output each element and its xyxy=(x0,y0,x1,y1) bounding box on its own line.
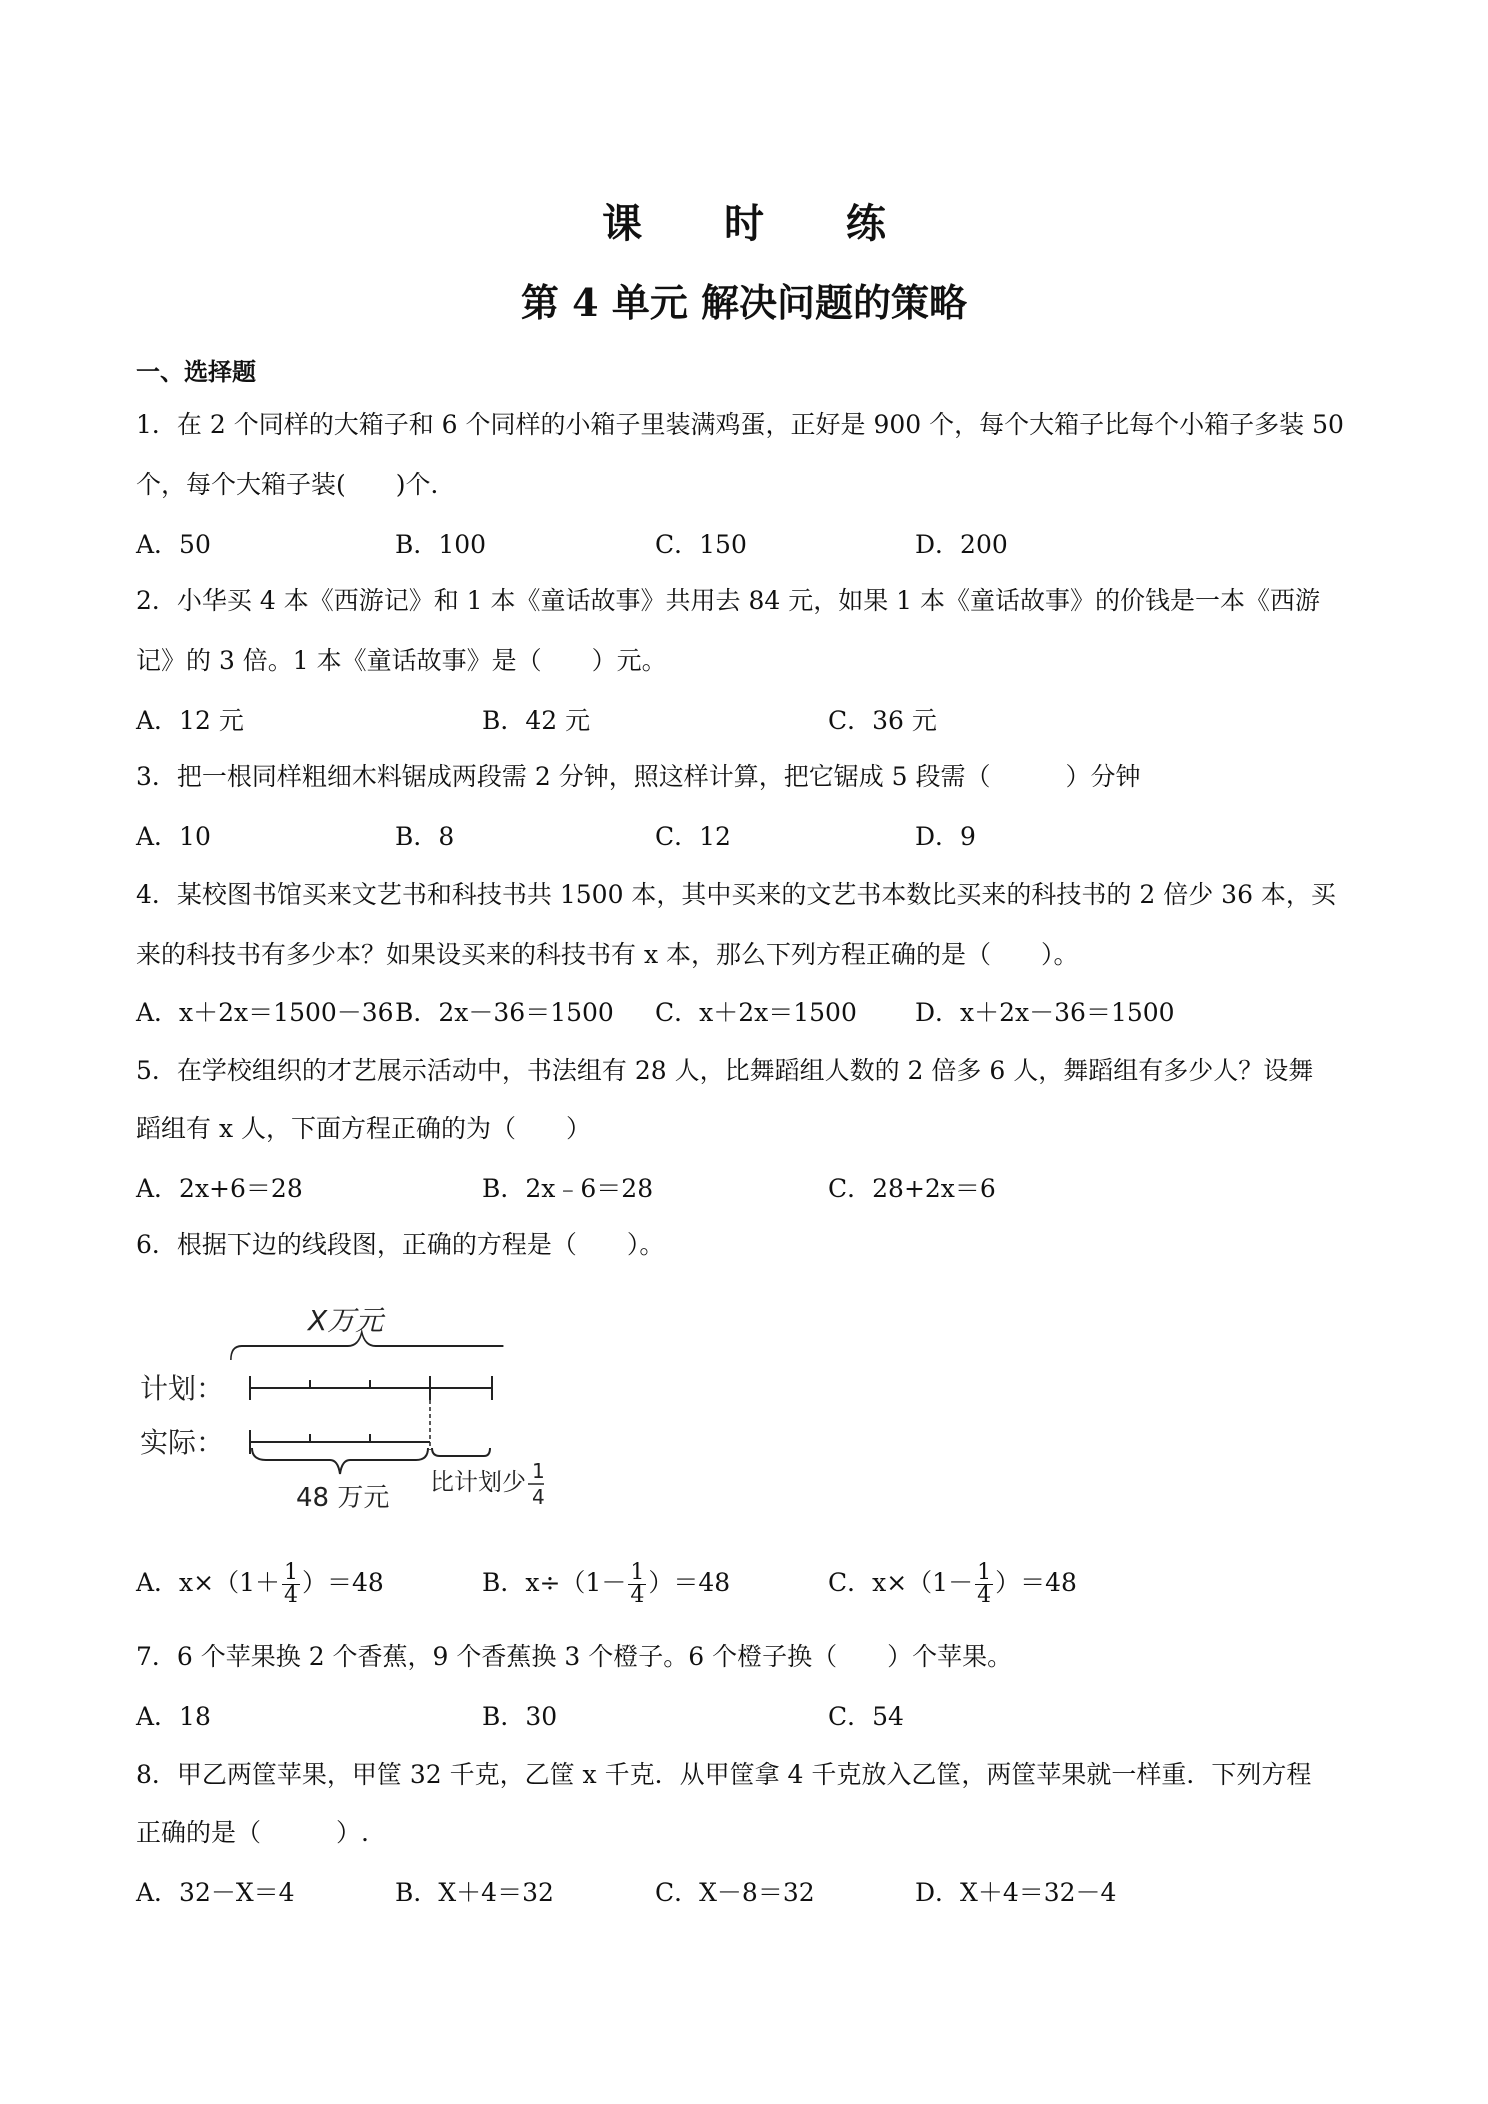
question-1-option-c[interactable]: C．150 xyxy=(655,530,747,559)
diagram-less-num: 1 xyxy=(532,1459,545,1483)
question-4-line-2: 来的科技书有多少本？如果设买来的科技书有 x 本，那么下列方程正确的是（ ）。 xyxy=(136,940,1079,969)
option-c-fraction xyxy=(975,1562,993,1607)
question-1-line-1: 1．在 2 个同样的大箱子和 6 个同样的小箱子里装满鸡蛋，正好是 900 个，每个大箱子比每个小箱子多装 50 xyxy=(136,410,1344,439)
section-heading: 一、选择题 xyxy=(136,357,256,386)
option-b-prefix: B．x÷（1－ xyxy=(482,1568,627,1597)
diagram-bottom-label: 48 万元 xyxy=(296,1483,390,1513)
fraction-numerator: 1 xyxy=(284,1560,299,1585)
diagram-top-label: X万元 xyxy=(308,1304,384,1337)
question-2-option-a[interactable]: A．12 元 xyxy=(136,706,244,735)
question-3-line-1: 3．把一根同样粗细木料锯成两段需 2 分钟，照这样计算，把它锯成 5 段需（ ）分钟 xyxy=(136,762,1141,791)
diagram-less-label: 比计划少 xyxy=(430,1468,526,1496)
question-4-option-a[interactable]: A．x＋2x＝1500－36 xyxy=(136,998,394,1027)
question-1-line-2: 个，每个大箱子装( )个． xyxy=(136,470,456,499)
option-a-suffix: ）＝48 xyxy=(302,1568,384,1597)
question-7-option-a[interactable]: A．18 xyxy=(136,1702,211,1731)
question-7-line-1: 7．6 个苹果换 2 个香蕉，9 个香蕉换 3 个橙子。6 个橙子换（ ）个苹果。 xyxy=(136,1642,1013,1671)
question-4-option-b[interactable]: B．2x－36＝1500 xyxy=(395,998,614,1027)
question-7-option-c[interactable]: C．54 xyxy=(828,1702,904,1731)
question-1-option-b[interactable]: B．100 xyxy=(395,530,487,559)
question-8-option-d[interactable]: D．X＋4＝32－4 xyxy=(915,1878,1117,1907)
fraction-numerator: 1 xyxy=(630,1560,645,1585)
question-6-line-1: 6．根据下边的线段图，正确的方程是（ ）。 xyxy=(136,1230,665,1259)
fraction-numerator: 1 xyxy=(977,1560,992,1585)
question-2-line-1: 2．小华买 4 本《西游记》和 1 本《童话故事》共用去 84 元，如果 1 本《童话故事》的价钱是一本《西游 xyxy=(136,586,1321,615)
diagram-row1-label: 计划： xyxy=(140,1372,225,1405)
diagram-less-den: 4 xyxy=(532,1485,545,1509)
fraction-denominator: 4 xyxy=(977,1583,992,1608)
question-4-option-d[interactable]: D．x＋2x－36＝1500 xyxy=(915,998,1175,1027)
question-8-line-2: 正确的是（ ）. xyxy=(136,1818,369,1847)
unit-subtitle: 第 4 单元 解决问题的策略 xyxy=(520,280,968,325)
line-segment-diagram xyxy=(140,1280,560,1530)
option-c-prefix: C．x×（1－ xyxy=(828,1568,974,1597)
question-6-option-b[interactable] xyxy=(482,1562,730,1607)
page-title: 课 时 练 xyxy=(602,200,920,247)
question-8-option-c[interactable]: C．X－8＝32 xyxy=(655,1878,815,1907)
option-b-fraction xyxy=(628,1562,646,1607)
option-c-suffix: ）＝48 xyxy=(995,1568,1077,1597)
option-b-suffix: ）＝48 xyxy=(648,1568,731,1597)
question-6-option-c[interactable] xyxy=(828,1562,1077,1607)
fraction-denominator: 4 xyxy=(284,1583,299,1608)
question-4-option-c[interactable]: C．x＋2x＝1500 xyxy=(655,998,857,1027)
question-8-line-1: 8．甲乙两筐苹果，甲筐 32 千克，乙筐 x 千克．从甲筐拿 4 千克放入乙筐，两筐苹果就一样重．下列方程 xyxy=(136,1760,1312,1789)
question-3-option-b[interactable]: B．8 xyxy=(395,822,455,851)
question-7-option-b[interactable]: B．30 xyxy=(482,1702,558,1731)
less-brace xyxy=(432,1448,490,1456)
option-a-prefix: A．x×（1＋ xyxy=(136,1568,281,1597)
question-6-option-a[interactable] xyxy=(136,1562,384,1607)
question-5-option-a[interactable]: A．2x+6＝28 xyxy=(136,1174,303,1203)
question-5-line-2: 蹈组有 x 人，下面方程正确的为（ ） xyxy=(136,1114,591,1143)
question-8-option-a[interactable]: A．32－X＝4 xyxy=(136,1878,295,1907)
fraction-denominator: 4 xyxy=(630,1583,645,1608)
question-8-option-b[interactable]: B．X＋4＝32 xyxy=(395,1878,554,1907)
question-2-option-b[interactable]: B．42 元 xyxy=(482,706,591,735)
question-3-option-c[interactable]: C．12 xyxy=(655,822,731,851)
question-2-line-2: 记》的 3 倍。1 本《童话故事》是（ ）元。 xyxy=(136,646,667,675)
question-5-option-c[interactable]: C．28+2x＝6 xyxy=(828,1174,996,1203)
question-3-option-d[interactable]: D．9 xyxy=(915,822,976,851)
question-2-option-c[interactable]: C．36 元 xyxy=(828,706,937,735)
option-a-fraction xyxy=(282,1562,300,1607)
question-1-option-d[interactable]: D．200 xyxy=(915,530,1008,559)
bottom-brace xyxy=(252,1448,428,1474)
question-1-option-a[interactable]: A．50 xyxy=(136,530,211,559)
question-5-option-b[interactable]: B．2x﹣6＝28 xyxy=(482,1174,654,1203)
question-3-option-a[interactable]: A．10 xyxy=(136,822,211,851)
diagram-row2-label: 实际： xyxy=(140,1426,225,1459)
question-5-line-1: 5．在学校组织的才艺展示活动中，书法组有 28 人，比舞蹈组人数的 2 倍多 6 人，舞蹈组有多少人？设舞 xyxy=(136,1056,1314,1085)
question-4-line-1: 4．某校图书馆买来文艺书和科技书共 1500 本，其中买来的文艺书本数比买来的科技书的 2 倍少 36 本，买 xyxy=(136,880,1336,909)
